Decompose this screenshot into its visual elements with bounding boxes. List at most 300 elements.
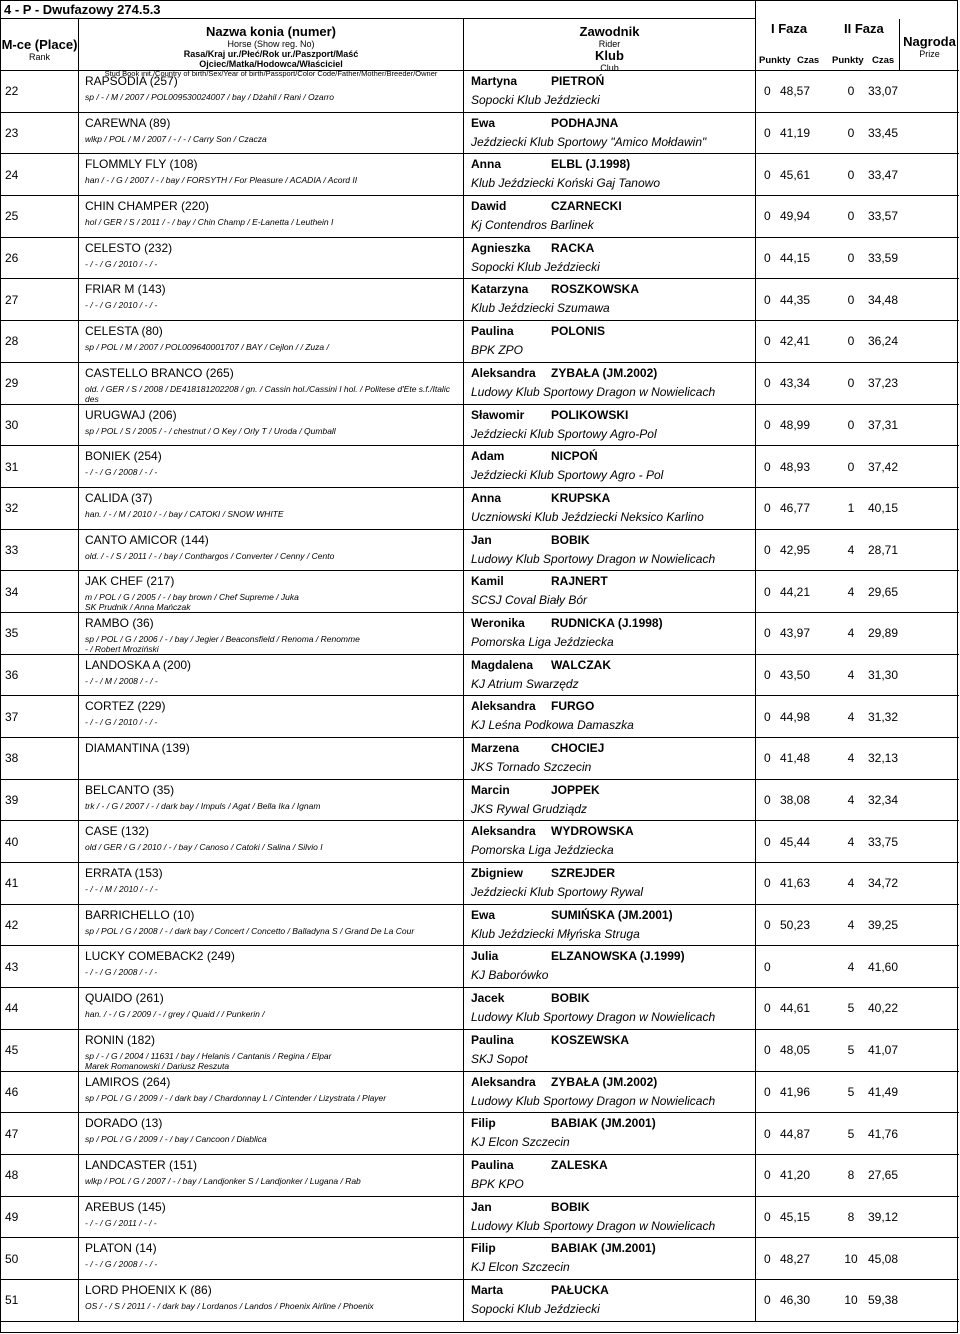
scores-cell [756,1238,959,1279]
horse-info: sp / - / G / 2004 / 11631 / bay / Helanis / Cantanis / Regina / Elpar Marek Romanowski / Dariusz Reszuta [85,1050,332,1071]
phase1-time: 41,96 [780,1084,811,1099]
club-name: Ludowy Klub Sportowy Dragon w Nowielicach [471,551,716,566]
rider-first-name: Ewa [471,907,496,922]
rider-first-name: Agnieszka [471,240,531,255]
horse-info: m / POL / G / 2005 / - / bay brown / Chef Supreme / Juka SK Prudnik / Anna Mańczak [85,592,299,613]
club-name: Jeździecki Klub Sportowy Agro-Pol [471,426,657,441]
rider-last-name: ZYBAŁA (JM.2002) [551,365,658,380]
phase2-time: 32,34 [868,793,899,808]
phase2-time: 39,12 [868,1209,899,1224]
horse-info: sp / POL / G / 2009 / - / dark bay / Chardonnay L / Cintender / Lizystrata / Player [85,1092,387,1103]
horse-info: sp / - / M / 2007 / POL009530024007 / bay / Dżahil / Rani / Ozarro [85,92,334,102]
rider-last-name: ZALESKA [551,1157,608,1172]
phase2-time-label: Czas [872,55,895,66]
phase2-time: 32,13 [868,751,899,766]
rider-cell [464,1238,756,1279]
horse-info: old. / - / S / 2011 / - / bay / Conthargos / Converter / Cenny / Cento [85,550,335,561]
horse-cell [79,196,464,237]
horse-info: han. / - / G / 2009 / - / grey / Quaid / / Punkerin / [85,1009,265,1020]
scores-cell [756,1197,959,1238]
phase2-points: 0 [847,292,855,307]
table-row [1,154,959,196]
phase2-points: 4 [847,918,855,933]
table-row [1,71,959,113]
header-rider-l1: Zawodnik [579,24,640,39]
club-name: Jeździecki Klub Sportowy Rywal [471,885,644,900]
rider-last-name: RACKA [551,240,595,255]
competition-title: 4 - P - Dwufazowy 274.5.3 [1,1,756,19]
phase2-points: 4 [847,834,855,849]
horse-info: sp / POL / M / 2007 / POL009640001707 / BAY / Cejlon / / Zuza / [85,342,329,353]
rank-cell: 44 [1,988,79,1029]
rider-cell [464,530,756,571]
rank-cell: 36 [1,655,79,696]
club-name: Ludowy Klub Sportowy Dragon w Nowielicach [471,1093,716,1108]
horse-cell [79,1113,464,1154]
phase2-points: 10 [844,1251,858,1266]
phase2-time: 28,71 [868,542,899,557]
rider-cell [464,571,756,612]
scores-cell [756,738,959,779]
phase1-points: 0 [764,1168,771,1183]
phase2-time: 29,89 [868,626,899,641]
rider-cell [464,71,756,112]
rank-cell: 51 [1,1280,79,1321]
rank-cell: 29 [1,363,79,404]
scores-cell [756,154,959,195]
club-name: BPK ZPO [471,343,524,358]
horse-info: han. / - / M / 2010 / - / bay / CATOKI / SNOW WHITE [85,508,284,519]
header-rider-l2: Rider [598,39,621,49]
phase2-title: II Faza [844,21,884,36]
club-name: Ludowy Klub Sportowy Dragon w Nowielicach [471,384,716,399]
horse-name: FLOMMLY FLY (108) [85,157,198,172]
horse-name: CORTEZ (229) [85,699,166,714]
phase1-points: 0 [764,1084,771,1099]
horse-name: URUGWAJ (206) [85,407,177,422]
scores-cell [756,238,959,279]
horse-name: DORADO (13) [85,1116,163,1131]
phase1-time: 41,19 [780,126,811,141]
phase2-points: 0 [847,251,855,266]
horse-name: RAMBO (36) [85,615,154,630]
scores-cell [756,446,959,487]
horse-cell [79,946,464,987]
rider-name [471,659,755,672]
rider-first-name: Martyna [471,74,518,88]
scores-cell [756,1155,959,1196]
rider-first-name: Adam [471,449,505,464]
phase1-points: 0 [764,167,771,182]
phase2-time: 41,76 [868,1126,899,1141]
rider-cell [464,1155,756,1196]
horse-name: CASTELLO BRANCO (265) [85,365,234,380]
phase1-time: 43,34 [780,376,811,391]
rank-cell: 32 [1,488,79,529]
horse-cell [79,405,464,446]
horse-info: trk / - / G / 2007 / - / dark bay / Impuls / Agat / Bella Ika / Ignam [85,800,321,811]
club-name: Jeździecki Klub Sportowy Agro - Pol [471,468,664,483]
rank-cell: 35 [1,613,79,654]
phase2-time: 31,30 [868,667,899,682]
phase2-time: 27,65 [868,1168,899,1183]
horse-cell [79,1238,464,1279]
table-row [1,1238,959,1280]
club-name: Uczniowski Klub Jeździecki Neksico Karlino [471,509,704,524]
phase2-points: 0 [847,209,855,224]
scores-cell [756,1072,959,1113]
phase1-time: 45,44 [780,834,811,849]
phase2-time: 33,47 [868,167,899,182]
horse-name: CELESTO (232) [85,240,173,255]
club-name: Sopocki Klub Jeździecki [471,93,600,107]
phase1-points: 0 [764,667,771,682]
scores-cell [756,405,959,446]
rider-cell [464,196,756,237]
phase2-points: 1 [847,501,855,516]
scores-cell [756,988,959,1029]
phase2-points: 4 [847,793,855,808]
rider-first-name: Anna [471,490,501,505]
club-name: Jeździecki Klub Sportowy "Amico Mołdawin" [471,134,707,149]
table-row [1,738,959,780]
rank-cell: 23 [1,113,79,154]
phase2-time: 37,23 [868,376,899,391]
phase2-time: 36,24 [868,334,899,349]
rider-name [471,1284,755,1297]
club-name: SCSJ Coval Biały Bór [471,593,588,608]
rider-name [471,534,755,547]
horse-cell [79,279,464,320]
rider-name [471,617,755,630]
horse-info: - / - / G / 2008 / - / - [85,1259,158,1270]
rider-cell [464,821,756,862]
horse-info: OS / - / S / 2011 / - / dark bay / Lordanos / Landos / Phoenix Airline / Phoenix [85,1300,374,1311]
horse-name: BONIEK (254) [85,449,162,464]
rider-cell [464,988,756,1029]
rank-cell: 39 [1,780,79,821]
horse-name: AREBUS (145) [85,1199,166,1214]
phase2-time: 33,59 [868,251,899,266]
rider-last-name: PAŁUCKA [551,1282,609,1297]
rider-first-name: Dawid [471,199,507,214]
scores-cell [756,530,959,571]
header-rider-l4: Club [600,63,619,73]
rider-cell [464,905,756,946]
table-row [1,1155,959,1197]
table-row [1,446,959,488]
rider-last-name: CZARNECKI [551,199,622,214]
phase2-time: 33,45 [868,126,899,141]
phase1-time: 45,61 [780,167,811,182]
club-name: Klub Jeździecki Młyńska Struga [471,926,640,941]
rider-first-name: Marcin [471,782,510,797]
club-name: Pomorska Liga Jeździecka [471,634,614,649]
phase2-time: 33,57 [868,209,899,224]
phase1-time: 44,35 [780,292,811,307]
rider-name [471,409,755,422]
rank-cell: 41 [1,863,79,904]
rank-cell: 38 [1,738,79,779]
rider-name [471,784,755,797]
phase2-points: 0 [847,334,855,349]
club-name: Kj Contendros Barlinek [471,218,594,233]
horse-name: BARRICHELLO (10) [85,907,195,922]
table-row [1,1113,959,1155]
horse-cell [79,821,464,862]
rider-cell [464,1280,756,1321]
table-row [1,1280,959,1322]
horse-cell [79,655,464,696]
phase1-time: 41,48 [780,751,811,766]
rider-first-name: Paulina [471,324,514,339]
header-horse-l5: Stud Book init./Country of birth/Sex/Year of birth/Passport/Color Code/Father/Mother/Breeder/Owner [104,69,438,78]
scores-cell [756,1280,959,1321]
phase2-time: 40,22 [868,1001,899,1016]
rider-name [471,1034,755,1047]
phase1-time: 44,15 [780,251,811,266]
rider-cell [464,238,756,279]
rider-name [471,1242,755,1255]
rider-cell [464,1113,756,1154]
rider-last-name: RUDNICKA (J.1998) [551,615,663,630]
rank-cell: 27 [1,279,79,320]
phase1-time: 49,94 [780,209,811,224]
horse-name: RAPSODIA (257) [85,74,178,88]
rider-last-name: POLONIS [551,324,606,339]
phase2-time: 34,48 [868,292,899,307]
rider-first-name: Anna [471,157,501,172]
horse-cell [79,1030,464,1071]
rider-first-name: Aleksandra [471,699,536,714]
phase1-points: 0 [764,292,771,307]
rider-cell [464,321,756,362]
horse-name: FRIAR M (143) [85,282,166,297]
scores-cell [756,613,959,654]
rider-first-name: Aleksandra [471,365,536,380]
table-row [1,571,959,613]
rider-first-name: Aleksandra [471,1074,536,1089]
scores-cell [756,71,959,112]
club-name: Klub Jeździecki Szumawa [471,301,610,316]
rank-cell: 46 [1,1072,79,1113]
phase1-points: 0 [764,876,771,891]
phase2-points: 4 [847,626,855,641]
rider-name [471,992,755,1005]
rank-cell: 31 [1,446,79,487]
phase1-points: 0 [764,417,771,432]
header-rider [464,19,756,71]
rank-cell: 37 [1,696,79,737]
horse-name: CELESTA (80) [85,324,163,339]
horse-cell [79,613,464,654]
table-row [1,696,959,738]
phase2-time: 37,31 [868,417,899,432]
rider-first-name: Julia [471,949,499,964]
rider-first-name: Sławomir [471,407,525,422]
horse-cell [79,238,464,279]
rider-first-name: Filip [471,1116,496,1131]
phase2-time: 41,60 [868,959,899,974]
rider-last-name: BOBIK [551,532,590,547]
club-name: Sopocki Klub Jeździecki [471,259,600,274]
scores-cell [756,1113,959,1154]
table-row [1,1197,959,1239]
club-name: KJ Leśna Podkowa Damaszka [471,718,634,733]
phase1-time: 38,08 [780,793,811,808]
table-row [1,655,959,697]
rider-last-name: BABIAK (JM.2001) [551,1116,656,1131]
horse-name: CHIN CHAMPER (220) [85,199,210,214]
rider-last-name: RAJNERT [551,574,608,589]
horse-cell [79,1280,464,1321]
phase1-points: 0 [764,1293,771,1308]
club-name: BPK KPO [471,1176,524,1191]
table-row [1,613,959,655]
rider-last-name: POLIKOWSKI [551,407,629,422]
phase1-points: 0 [764,542,771,557]
phase2-time: 33,75 [868,834,899,849]
rider-name [471,1201,755,1214]
horse-name: CASE (132) [85,824,150,839]
phase1-points: 0 [764,584,771,599]
club-name: SKJ Sopot [471,1051,528,1066]
phase1-points: 0 [764,918,771,933]
phase2-points: 0 [847,417,855,432]
scores-cell [756,321,959,362]
horse-cell [79,988,464,1029]
phase1-points: 0 [764,1209,771,1224]
rider-name [471,950,755,963]
phase2-time: 41,07 [868,1043,899,1058]
horse-cell [79,71,464,112]
horse-cell [79,571,464,612]
horse-name: LANDCASTER (151) [85,1157,198,1172]
rider-last-name: CHOCIEJ [551,741,605,755]
phase1-points: 0 [764,209,771,224]
phase1-time: 44,61 [780,1001,811,1016]
club-name: KJ Atrium Swarzędz [471,676,579,691]
phase2-points: 4 [847,667,855,682]
rider-first-name: Marta [471,1282,504,1297]
horse-name: PLATON (14) [85,1241,157,1256]
horse-cell [79,488,464,529]
horse-info: han / - / G / 2007 / - / bay / FORSYTH / For Pleasure / ACADIA / Acord II [85,175,358,186]
scores-cell [756,1030,959,1071]
phase1-time: 46,30 [780,1293,811,1308]
rider-cell [464,154,756,195]
rank-cell: 28 [1,321,79,362]
phase2-points: 8 [847,1209,855,1224]
phase2-points: 4 [847,959,855,974]
phase1-time: 48,99 [780,417,811,432]
rider-cell [464,738,756,779]
rider-name [471,325,755,338]
horse-cell [79,1197,464,1238]
phase2-points: 4 [847,751,855,766]
rider-name [471,158,755,171]
phase2-points: 4 [847,709,855,724]
table-row [1,238,959,280]
rider-name [471,575,755,588]
horse-name: CANTO AMICOR (144) [85,532,209,547]
horse-info: - / - / G / 2010 / - / - [85,717,158,728]
rider-cell [464,363,756,404]
table-row [1,988,959,1030]
rank-cell: 43 [1,946,79,987]
rider-name [471,909,755,922]
rider-cell [464,113,756,154]
horse-cell [79,738,464,779]
horse-cell [79,905,464,946]
rank-cell: 25 [1,196,79,237]
table-row [1,863,959,905]
header-rank [1,19,79,71]
club-name: Pomorska Liga Jeździecka [471,843,614,858]
phase2-points: 5 [847,1126,855,1141]
rider-last-name: NICPOŃ [551,449,598,464]
horse-info: - / - / G / 2008 / - / - [85,467,158,478]
rider-cell [464,488,756,529]
table-row [1,1030,959,1072]
rider-last-name: ZYBAŁA (JM.2002) [551,1074,658,1089]
scores-cell [756,946,959,987]
rider-name [471,492,755,505]
horse-info: wlkp / POL / G / 2007 / - / bay / Landjonker S / Landjonker / Lugana / Rab [85,1175,361,1186]
phase2-time: 33,07 [868,84,899,99]
rider-name [471,1076,755,1089]
rider-cell [464,279,756,320]
club-name: Sopocki Klub Jeździecki [471,1301,600,1316]
horse-info: hol / GER / S / 2011 / - / bay / Chin Champ / E-Lanetta / Leuthein I [85,217,334,228]
rider-first-name: Ewa [471,115,496,130]
club-name: KJ Baborówko [471,968,549,983]
phase1-points: 0 [764,1001,771,1016]
horse-cell [79,696,464,737]
phase1-time: 48,05 [780,1043,811,1058]
horse-name: CAREWNA (89) [85,115,171,130]
phase2-points: 0 [847,84,855,99]
club-name: KJ Elcon Szczecin [471,1135,570,1150]
rider-cell [464,1197,756,1238]
horse-name: BELCANTO (35) [85,782,175,797]
horse-cell [79,530,464,571]
horse-cell [79,446,464,487]
phase1-points: 0 [764,1043,771,1058]
rider-last-name: ELBL (J.1998) [551,157,631,172]
phase2-points: 4 [847,876,855,891]
scores-cell [756,821,959,862]
horse-name: LANDOSKA A (200) [85,657,192,672]
horse-name: CALIDA (37) [85,490,153,505]
phase1-points: 0 [764,334,771,349]
phase1-points: 0 [764,1126,771,1141]
phase1-points: 0 [764,709,771,724]
club-name: JKS Rywal Grudziądz [471,801,588,816]
phase2-points: 5 [847,1084,855,1099]
phase2-time: 39,25 [868,918,899,933]
phase2-time: 37,42 [868,459,899,474]
horse-name: RONIN (182) [85,1032,156,1047]
horse-info: - / - / G / 2008 / - / - [85,967,158,978]
phase2-points: 5 [847,1001,855,1016]
rider-name [471,742,755,755]
table-row [1,488,959,530]
rank-cell: 33 [1,530,79,571]
header-prize-en: Prize [919,49,940,59]
phase1-points: 0 [764,501,771,516]
horse-info: - / - / G / 2010 / - / - [85,300,158,311]
